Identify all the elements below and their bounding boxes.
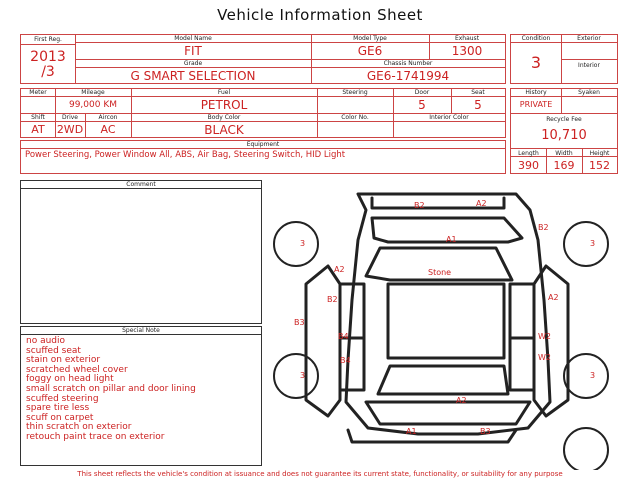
damage-mark: B3 (294, 318, 305, 327)
list-item: small scratch on pillar and door lining (26, 383, 196, 394)
damage-mark: A1 (406, 427, 417, 436)
recycle-fee-label: Recycle Fee (546, 116, 582, 123)
damage-mark: W2 (538, 332, 551, 341)
steering-label: Steering (342, 89, 368, 96)
first-reg-year: 2013 (30, 49, 66, 65)
model-name-value: FIT (184, 44, 202, 58)
list-item: retouch paint trace on exterior (26, 431, 165, 442)
wheel-rear-left-icon (274, 354, 318, 398)
spare-wheel-icon (564, 428, 608, 470)
damage-mark: A2 (476, 199, 487, 208)
history-value: PRIVATE (519, 100, 553, 109)
special-note-block (20, 326, 262, 466)
model-name-label: Model Name (174, 35, 212, 42)
wheel-front-left-icon (274, 222, 318, 266)
door-value: 5 (418, 98, 426, 112)
equipment-label: Equipment (246, 141, 280, 148)
damage-mark: 3 (590, 239, 596, 248)
length-value: 390 (518, 159, 539, 172)
history-block (510, 88, 618, 174)
model-type-value: GE6 (357, 44, 383, 58)
interior-label: Interior (578, 62, 600, 69)
damage-mark: B3 (480, 427, 491, 436)
syaken-label: Syaken (578, 89, 600, 96)
shift-label: Shift (31, 114, 45, 121)
list-item: spare tire less (26, 403, 90, 414)
exhaust-value: 1300 (451, 44, 483, 58)
list-item: scuffed seat (26, 345, 81, 356)
equipment-block (20, 140, 506, 174)
fuel-label: Fuel (217, 89, 231, 96)
seat-label: Seat (471, 89, 485, 96)
grade-label: Grade (183, 60, 203, 67)
first-reg-month: /3 (41, 64, 55, 80)
condition-block (510, 34, 618, 84)
exhaust-label: Exhaust (454, 35, 480, 42)
vehicle-id-block (20, 34, 506, 84)
aircon-value: AC (100, 123, 116, 136)
wheel-front-right-icon (564, 222, 608, 266)
damage-mark: A2 (334, 265, 345, 274)
special-note-label: Special Note (122, 327, 160, 334)
mileage-value: 99,000 KM (68, 100, 118, 110)
chassis-number-label: Chassis Number (383, 60, 433, 67)
comment-block (20, 180, 262, 324)
seat-value: 5 (474, 98, 482, 112)
mileage-label: Mileage (81, 89, 105, 96)
special-note-list (26, 337, 196, 443)
exterior-label: Exterior (577, 35, 601, 42)
drive-value: 2WD (56, 123, 84, 136)
wheel-rear-right-icon (564, 354, 608, 398)
damage-mark: 3 (300, 239, 306, 248)
fuel-value: PETROL (200, 98, 248, 112)
recycle-fee-value: 10,710 (541, 128, 587, 143)
damage-mark: 3 (300, 371, 306, 380)
damage-mark: B4 (338, 332, 349, 341)
damage-mark: Stone (428, 268, 452, 277)
door-label: Door (414, 89, 430, 96)
list-item: thin scratch on exterior (26, 422, 132, 433)
history-label: History (525, 89, 547, 96)
damage-mark: A2 (456, 396, 467, 405)
condition-label: Condition (521, 35, 551, 42)
damage-mark: A1 (446, 235, 457, 244)
damage-mark: A2 (548, 293, 559, 302)
interior-color-label: Interior Color (429, 114, 469, 121)
drive-label: Drive (62, 114, 78, 121)
equipment-value: Power Steering, Power Window All, ABS, Air Bag, Steering Switch, HID Light (25, 150, 346, 160)
height-value: 152 (589, 159, 610, 172)
body-color-label: Body Color (207, 114, 241, 121)
list-item: stain on exterior (26, 355, 101, 366)
list-item: foggy on head light (26, 374, 114, 385)
body-color-value: BLACK (204, 123, 244, 137)
width-label: Width (555, 150, 573, 157)
condition-value: 3 (530, 53, 542, 72)
list-item: scuffed steering (26, 393, 99, 404)
shift-value: AT (31, 123, 45, 136)
page-title: Vehicle Information Sheet (217, 6, 423, 24)
damage-mark: B2 (327, 295, 338, 304)
damage-mark: B2 (538, 223, 549, 232)
length-label: Length (518, 150, 539, 157)
meter-label: Meter (29, 89, 47, 96)
list-item: no audio (26, 336, 66, 346)
comment-label: Comment (126, 181, 156, 188)
chassis-number-value: GE6-1741994 (366, 69, 450, 83)
color-no-label: Color No. (341, 114, 369, 121)
car-damage-diagram (268, 180, 628, 470)
list-item: scuff on carpet (26, 412, 94, 423)
damage-mark: B2 (414, 201, 425, 210)
first-reg-label: First Reg. (34, 36, 62, 43)
damage-mark: B4 (340, 356, 351, 365)
damage-mark: W2 (538, 353, 551, 362)
width-value: 169 (553, 159, 575, 172)
damage-mark: 3 (590, 371, 596, 380)
body-outline (346, 194, 550, 434)
model-type-label: Model Type (353, 35, 387, 42)
disclaimer-footer: This sheet reflects the vehicle's condition at issuance and does not guarantee its current state, functionality, or suitability for any purpose (77, 470, 563, 478)
grade-value: G SMART SELECTION (130, 69, 256, 83)
vehicle-spec-block (20, 88, 506, 138)
list-item: scratched wheel cover (26, 364, 128, 375)
height-label: Height (589, 150, 610, 157)
aircon-label: Aircon (98, 114, 118, 121)
